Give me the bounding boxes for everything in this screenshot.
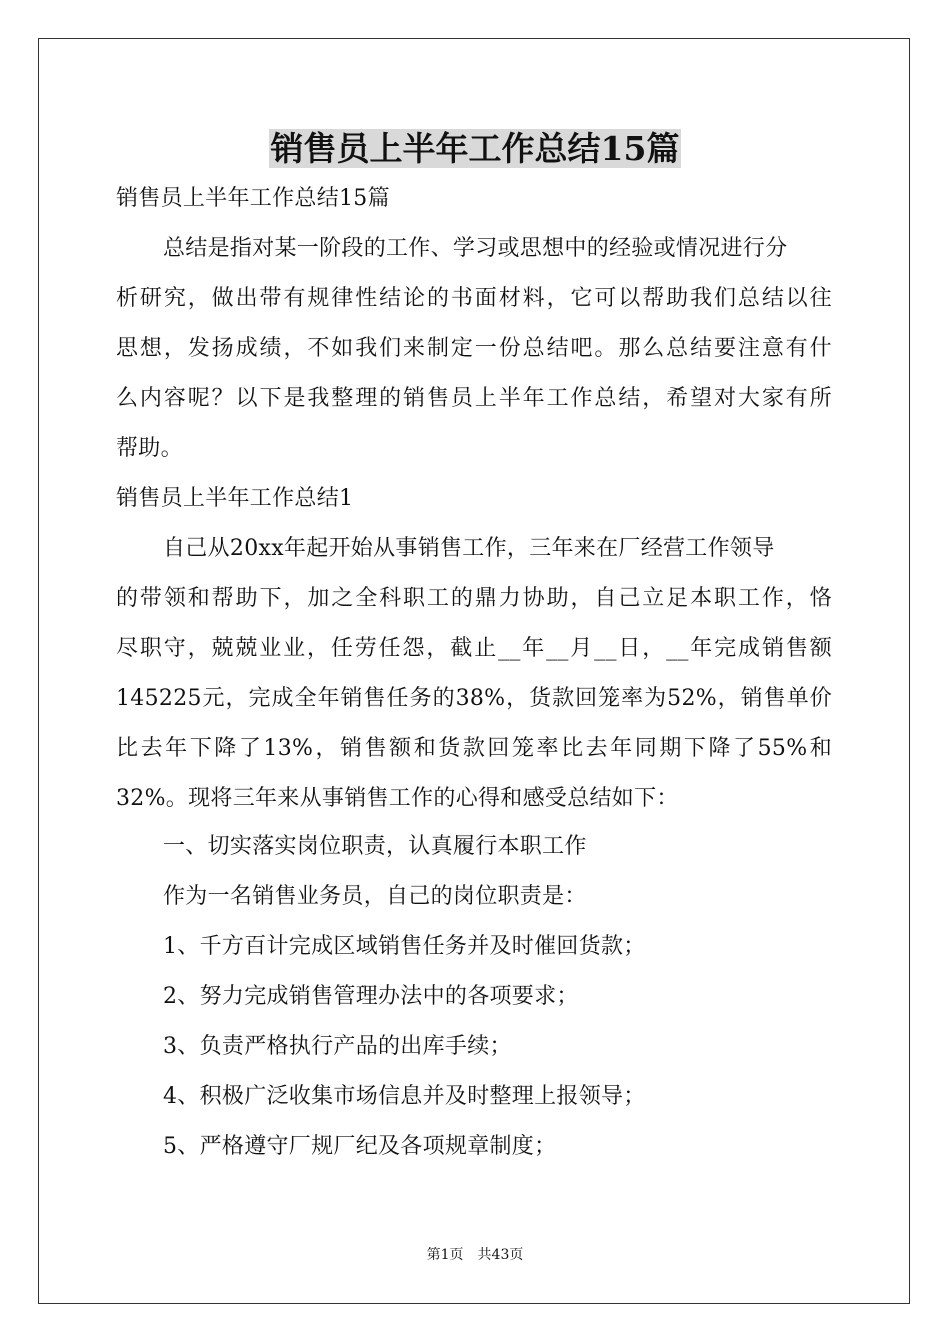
body-line: 145225元，完成全年销售任务的38%，货款回笼率为52%，销售单价	[116, 686, 832, 711]
body-line: 32%。现将三年来从事销售工作的心得和感受总结如下：	[116, 786, 679, 811]
page-number: 第1页 共43页	[426, 1247, 524, 1263]
subheading: 一、切实落实岗位职责，认真履行本职工作	[163, 834, 587, 859]
duty-item: 5、严格遵守厂规厂纪及各项规章制度；	[163, 1134, 557, 1159]
page-frame	[38, 38, 910, 1304]
duty-item: 3、负责严格执行产品的出库手续；	[163, 1034, 512, 1059]
section-heading: 销售员上半年工作总结1	[116, 486, 354, 511]
intro-line: 帮助。	[116, 436, 183, 461]
body-line: 的带领和帮助下，加之全科职工的鼎力协助，自己立足本职工作，恪	[116, 586, 832, 611]
page-footer	[0, 1246, 950, 1264]
intro-line: 么内容呢？以下是我整理的销售员上半年工作总结，希望对大家有所	[116, 386, 832, 411]
duty-item: 1、千方百计完成区域销售任务并及时催回货款；	[163, 934, 646, 959]
body-line: 尽职守，兢兢业业，任劳任怨，截止__年__月__日，__年完成销售额	[116, 636, 832, 661]
body-line: 自己从20xx年起开始从事销售工作，三年来在厂经营工作领导	[163, 536, 775, 561]
duty-item: 4、积极广泛收集市场信息并及时整理上报领导；	[163, 1084, 646, 1109]
body-line: 比去年下降了13%，销售额和货款回笼率比去年同期下降了55%和	[116, 736, 832, 761]
document-title-text: 销售员上半年工作总结15篇	[270, 129, 680, 168]
duties-intro: 作为一名销售业务员，自己的岗位职责是：	[163, 884, 587, 909]
document-title	[0, 127, 950, 171]
document-subtitle: 销售员上半年工作总结15篇	[116, 186, 390, 211]
intro-line: 思想，发扬成绩，不如我们来制定一份总结吧。那么总结要注意有什	[116, 336, 832, 361]
duty-item: 2、努力完成销售管理办法中的各项要求；	[163, 984, 579, 1009]
intro-line: 总结是指对某一阶段的工作、学习或思想中的经验或情况进行分	[163, 236, 788, 261]
intro-line: 析研究，做出带有规律性结论的书面材料，它可以帮助我们总结以往	[116, 286, 832, 311]
